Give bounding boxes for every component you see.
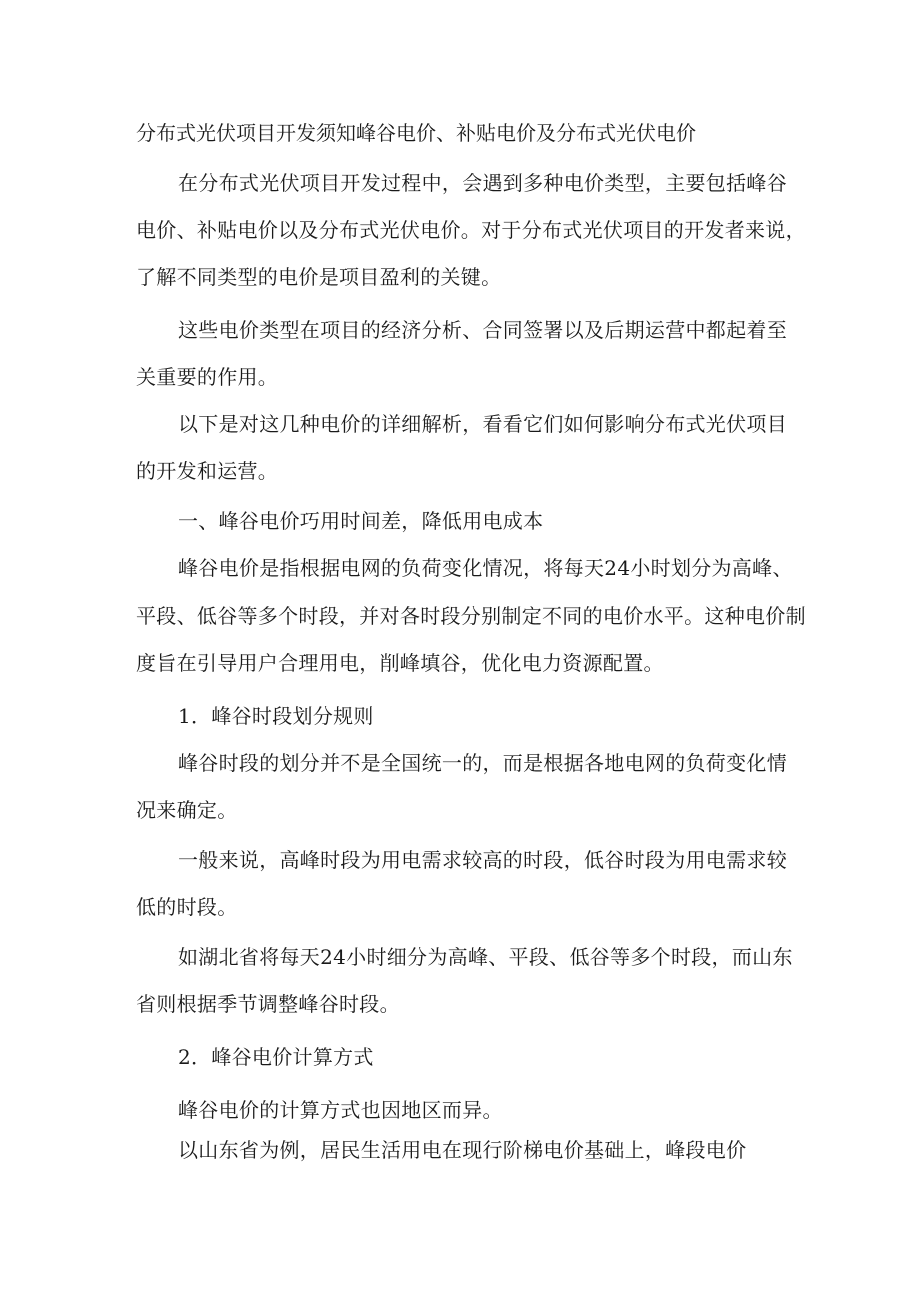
paragraph-2-line-1: 这些电价类型在项目的经济分析、合同签署以及后期运营中都起着至 [178, 318, 787, 342]
paragraph-8-line-1: 峰谷电价的计算方式也因地区而异。 [178, 1098, 503, 1122]
paragraph-1-line-1: 在分布式光伏项目开发过程中，会遇到多种电价类型，主要包括峰谷 [178, 171, 787, 195]
paragraph-9-line-1: 以山东省为例，居民生活用电在现行阶梯电价基础上，峰段电价 [178, 1138, 747, 1162]
paragraph-4-line-1: 峰谷电价是指根据电网的负荷变化情况，将每天24小时划分为高峰、 [178, 556, 793, 580]
paragraph-4-line-3: 度旨在引导用户合理用电，削峰填谷，优化电力资源配置。 [136, 651, 664, 675]
paragraph-5-line-1: 峰谷时段的划分并不是全国统一的，而是根据各地电网的负荷变化情 [178, 751, 787, 775]
section-heading-1: 一、峰谷电价巧用时间差，降低用电成本 [178, 509, 544, 533]
paragraph-2-line-2: 关重要的作用。 [136, 365, 279, 389]
paragraph-5-line-2: 况来确定。 [136, 798, 238, 822]
paragraph-7-line-2: 省则根据季节调整峰谷时段。 [136, 992, 400, 1016]
paragraph-3-line-2: 的开发和运营。 [136, 459, 279, 483]
document-title: 分布式光伏项目开发须知峰谷电价、补贴电价及分布式光伏电价 [136, 121, 696, 145]
sub-heading-2: 2．峰谷电价计算方式 [178, 1045, 374, 1069]
sub-heading-1: 1．峰谷时段划分规则 [178, 704, 374, 728]
paragraph-6-line-2: 低的时段。 [136, 895, 238, 919]
paragraph-7-line-1: 如湖北省将每天24小时细分为高峰、平段、低谷等多个时段，而山东 [178, 945, 793, 969]
paragraph-1-line-3: 了解不同类型的电价是项目盈利的关键。 [136, 265, 502, 289]
paragraph-6-line-1: 一般来说，高峰时段为用电需求较高的时段，低谷时段为用电需求较 [178, 848, 787, 872]
paragraph-1-line-2: 电价、补贴电价以及分布式光伏电价。对于分布式光伏项目的开发者来说， [136, 218, 806, 242]
paragraph-4-line-2: 平段、低谷等多个时段，并对各时段分别制定不同的电价水平。这种电价制 [136, 604, 806, 628]
paragraph-3-line-1: 以下是对这几种电价的详细解析，看看它们如何影响分布式光伏项目 [178, 412, 787, 436]
